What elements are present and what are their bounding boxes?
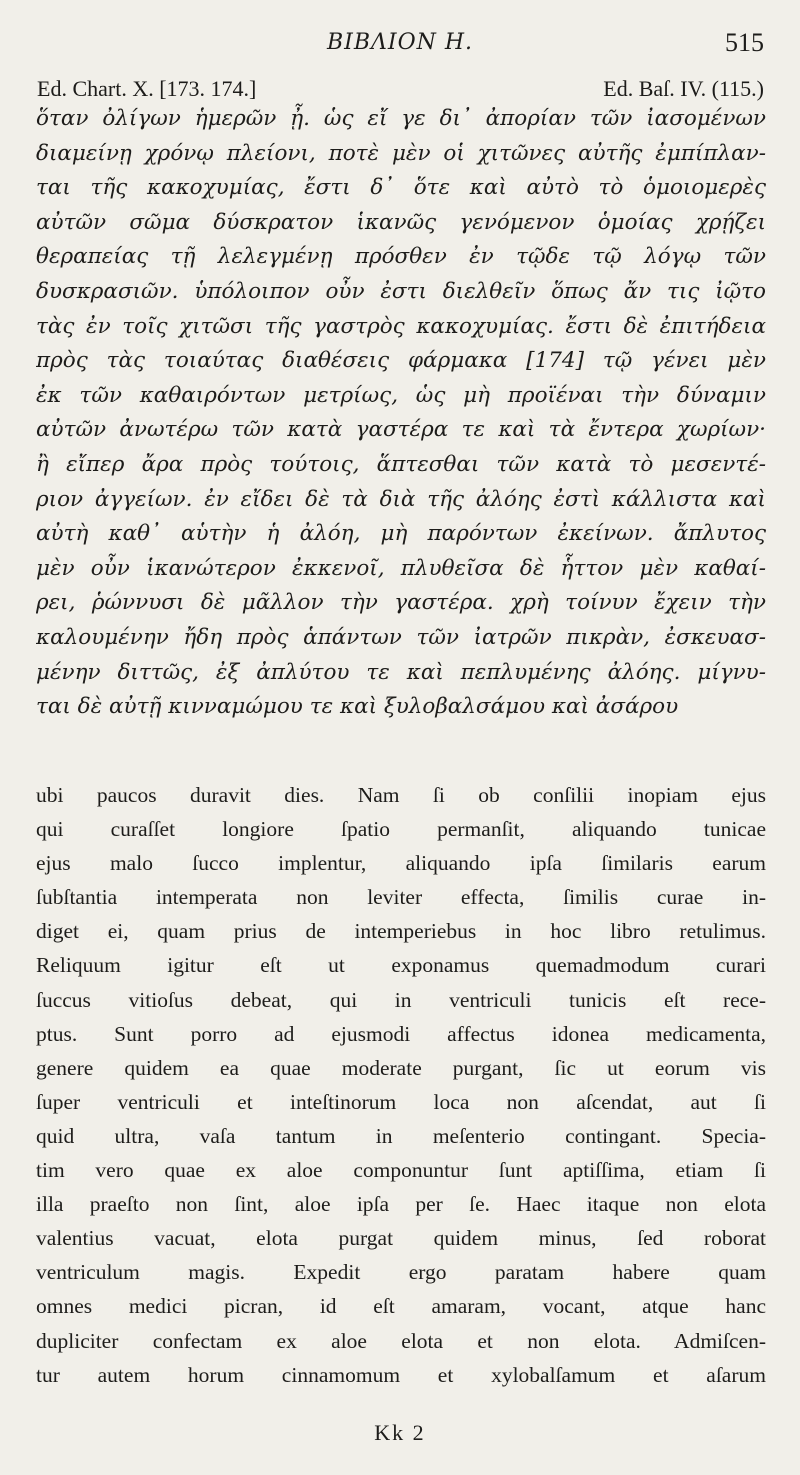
greek-line: ρει, ῥώννυσι δὲ μᾶλλον τὴν γαστέρα. χρὴ τοίνυν ἔχειν τὴν — [36, 590, 766, 616]
greek-line: καλουμένην ἤδη πρὸς ἁπάντων τῶν ἰατρῶν πικρὰν, ἐσκευασ- — [36, 624, 766, 650]
greek-line: ὅταν ὀλίγων ἡμερῶν ᾖ. ὡς εἴ γε δι᾽ ἀπορίαν τῶν ἰασομένων — [36, 106, 766, 131]
greek-line: δυσκρασιῶν. ὑπόλοιπον οὖν ἐστι διελθεῖν ὅπως ἄν τις ἰῷτο — [36, 278, 766, 304]
signature-mark: Kk 2 — [374, 1420, 426, 1445]
latin-line: ventriculum magis. Expedit ergo paratam habere quam — [36, 1260, 766, 1285]
latin-line: ejus malo ſucco implentur, aliquando ipſa ſimilaris earum — [36, 851, 766, 876]
edition-reference-basel: Ed. Baſ. IV. (115.) — [603, 76, 764, 101]
latin-line: quid ultra, vaſa tantum in meſenterio contingant. Specia- — [36, 1123, 766, 1148]
greek-line: μὲν οὖν ἱκανώτερον ἐκκενοῖ, πλυθεῖσα δὲ ἧττον μὲν καθαί- — [36, 555, 766, 581]
greek-line: τὰς ἐν τοῖς χιτῶσι τῆς γαστρὸς κακοχυμίας. ἔστι δὲ ἐπιτήδεια — [36, 313, 766, 339]
latin-line: ſubſtantia intemperata non leviter effecta, ſimilis curae in- — [36, 885, 766, 910]
greek-line: διαμείνῃ χρόνῳ πλείονι, ποτὲ μὲν οἱ χιτῶνες αὐτῆς ἐμπίπλαν- — [36, 140, 766, 166]
latin-line: tur autem horum cinnamomum et xylobalſamum et aſarum — [36, 1362, 766, 1387]
greek-line: ται τῆς κακοχυμίας, ἔστι δ᾽ ὅτε καὶ αὐτὸ τὸ ὁμοιομερὲς — [36, 175, 766, 201]
greek-line: ριον ἀγγείων. ἐν εἴδει δὲ τὰ διὰ τῆς ἀλόης ἐστὶ κάλλιστα καὶ — [36, 486, 766, 512]
running-header-title: ΒΙΒΛΙΟΝ Η. — [326, 30, 474, 55]
greek-line: μένην διττῶς, ἐξ ἀπλύτου τε καὶ πεπλυμένης ἀλόης. μίγνυ- — [36, 659, 766, 685]
page-number: 515 — [725, 28, 764, 57]
latin-line: illa praeſto non ſint, aloe ipſa per ſe. Haec itaque non elota — [36, 1192, 766, 1217]
latin-line: diget ei, quam prius de intemperiebus in hoc libro retulimus. — [36, 919, 766, 944]
greek-line: ἢ εἴπερ ἄρα πρὸς τούτοις, ἅπτεσθαι τῶν κατὰ τὸ μεσεντέ- — [36, 451, 766, 477]
latin-line: Reliquum igitur eſt ut exponamus quemadmodum curari — [36, 953, 766, 978]
latin-line: ubi paucos duravit dies. Nam ſi ob conſilii inopiam ejus — [36, 783, 766, 807]
latin-line: tim vero quae ex aloe componuntur ſunt aptiſſima, etiam ſi — [36, 1158, 766, 1183]
latin-line: dupliciter confectam ex aloe elota et non elota. Admiſcen- — [36, 1328, 766, 1353]
greek-line: αὐτῶν ἀνωτέρω τῶν κατὰ γαστέρα τε καὶ τὰ ἔντερα χωρίων· — [36, 417, 766, 443]
latin-text-block — [36, 778, 766, 1392]
greek-line: πρὸς τὰς τοιαύτας διαθέσεις φάρμακα [174] τῷ γένει μὲν — [36, 348, 766, 374]
edition-reference-chartier: Ed. Chart. X. [173. 174.] — [37, 76, 257, 101]
latin-line: valentius vacuat, elota purgat quidem minus, ſed roborat — [36, 1226, 766, 1251]
greek-line: θεραπείας τῇ λελεγμένῃ πρόσθεν ἐν τῷδε τῷ λόγῳ τῶν — [36, 244, 766, 270]
latin-line: genere quidem ea quae moderate purgant, ſic ut eorum vis — [36, 1055, 766, 1080]
latin-line: ſuper ventriculi et inteſtinorum loca non aſcendat, aut ſi — [36, 1089, 766, 1114]
greek-line: ἐκ τῶν καθαιρόντων μετρίως, ὡς μὴ προϊέναι τὴν δύναμιν — [36, 382, 766, 408]
latin-line: ptus. Sunt porro ad ejusmodi affectus idonea medicamenta, — [36, 1021, 766, 1046]
latin-line: omnes medici picran, id eſt amaram, vocant, atque hanc — [36, 1294, 766, 1319]
greek-line: αὐτὴ καθ᾽ αὑτὴν ἡ ἀλόη, μὴ παρόντων ἐκείνων. ἄπλυτος — [36, 521, 766, 547]
greek-line: αὐτῶν σῶμα δύσκρατον ἱκανῶς γενόμενον ὁμοίας χρῄζει — [36, 209, 766, 235]
greek-text-block — [36, 102, 766, 725]
latin-line: qui curaſſet longiore ſpatio permanſit, aliquando tunicae — [36, 817, 766, 842]
latin-line: ſuccus vitioſus debeat, qui in ventriculi tunicis eſt rece- — [36, 987, 766, 1012]
greek-line: ται δὲ αὐτῇ κινναμώμου τε καὶ ξυλοβαλσάμου καὶ ἀσάρου — [36, 694, 679, 720]
